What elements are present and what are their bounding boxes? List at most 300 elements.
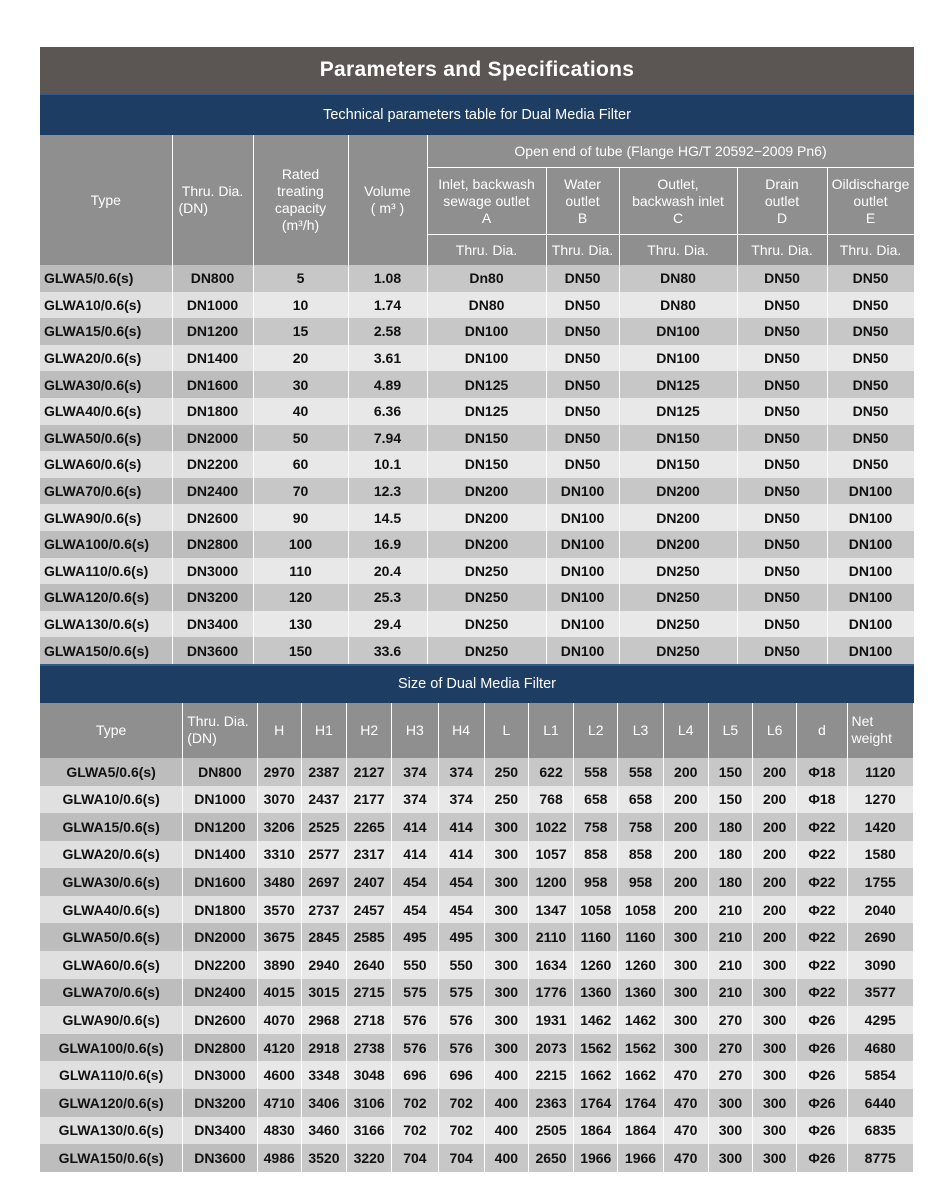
table-cell: 4295 — [847, 1006, 913, 1034]
table-cell: 1058 — [574, 896, 618, 924]
table-cell: DN50 — [737, 611, 827, 638]
table-cell: DN200 — [427, 531, 546, 558]
table-cell: DN50 — [546, 318, 619, 345]
table-cell: 300 — [753, 1061, 797, 1089]
table-cell: DN50 — [737, 637, 827, 664]
size-col-header: Thru. Dia. (DN) — [183, 703, 257, 758]
table-cell: 1931 — [528, 1006, 573, 1034]
table-row — [40, 1089, 914, 1117]
table-cell: 558 — [574, 758, 618, 786]
table-cell: 1562 — [574, 1034, 618, 1062]
table-cell: DN200 — [427, 504, 546, 531]
table-cell: DN125 — [427, 371, 546, 398]
table-cell: 1764 — [618, 1089, 663, 1117]
table-cell: DN100 — [827, 584, 914, 611]
size-table-body — [40, 758, 914, 1172]
table-cell: 702 — [392, 1117, 438, 1145]
table-cell: 110 — [253, 558, 348, 585]
table-cell: 90 — [253, 504, 348, 531]
table-cell: Φ26 — [797, 1006, 847, 1034]
table-cell: DN50 — [737, 318, 827, 345]
table-cell: 29.4 — [348, 611, 427, 638]
table-cell: Φ26 — [797, 1144, 847, 1172]
table-cell: 300 — [484, 979, 528, 1007]
col-rated-capacity: Rated treating capacity (m³/h) — [253, 135, 348, 265]
table-cell: 1864 — [574, 1117, 618, 1145]
table-cell: 4710 — [257, 1089, 301, 1117]
table-cell: 1200 — [528, 868, 573, 896]
cell-type: GLWA5/0.6(s) — [40, 265, 172, 292]
subheader-thru-dia-d: Thru. Dia. — [737, 235, 827, 266]
table-cell: 2265 — [347, 813, 392, 841]
table-cell: 70 — [253, 478, 348, 505]
table-cell: 180 — [708, 841, 752, 869]
table-cell: DN250 — [619, 611, 737, 638]
table-cell: 3106 — [347, 1089, 392, 1117]
table-cell: 2127 — [347, 758, 392, 786]
table-cell: 2845 — [301, 923, 346, 951]
table-cell: 400 — [484, 1144, 528, 1172]
col-type: Type — [40, 135, 172, 265]
table-cell: 1057 — [528, 841, 573, 869]
table-cell: 25.3 — [348, 584, 427, 611]
table-cell: 858 — [618, 841, 663, 869]
table-row — [40, 451, 914, 478]
table-cell: 300 — [484, 923, 528, 951]
cell-type: GLWA100/0.6(s) — [40, 1034, 183, 1062]
table-cell: 4.89 — [348, 371, 427, 398]
size-col-header: L3 — [618, 703, 663, 758]
size-col-header: d — [797, 703, 847, 758]
table-cell: 6440 — [847, 1089, 913, 1117]
table-cell: 454 — [438, 868, 484, 896]
table-cell: 10.1 — [348, 451, 427, 478]
table-cell: DN3600 — [183, 1144, 257, 1172]
table-cell: DN100 — [546, 637, 619, 664]
subheader-thru-dia-a: Thru. Dia. — [427, 235, 546, 266]
table-cell: 4015 — [257, 979, 301, 1007]
table-cell: DN2400 — [172, 478, 253, 505]
table-cell: 3406 — [301, 1089, 346, 1117]
table-cell: 704 — [438, 1144, 484, 1172]
table-cell: 180 — [708, 868, 752, 896]
table-cell: 2718 — [347, 1006, 392, 1034]
table-cell: DN1600 — [172, 371, 253, 398]
table-row — [40, 758, 914, 786]
table-cell: Φ22 — [797, 923, 847, 951]
table-row — [40, 425, 914, 452]
table-cell: 3480 — [257, 868, 301, 896]
table-cell: 454 — [438, 896, 484, 924]
table-cell: 1966 — [574, 1144, 618, 1172]
table-cell: DN250 — [427, 611, 546, 638]
cell-type: GLWA20/0.6(s) — [40, 345, 172, 372]
table-row — [40, 531, 914, 558]
table-cell: 4986 — [257, 1144, 301, 1172]
table-cell: 4070 — [257, 1006, 301, 1034]
table-cell: 2073 — [528, 1034, 573, 1062]
table-cell: DN150 — [427, 451, 546, 478]
table-cell: DN50 — [546, 425, 619, 452]
table-cell: DN100 — [546, 478, 619, 505]
table-row — [40, 979, 914, 1007]
table-cell: 1160 — [618, 923, 663, 951]
table-row — [40, 345, 914, 372]
cell-type: GLWA15/0.6(s) — [40, 813, 183, 841]
table-cell: 1764 — [574, 1089, 618, 1117]
table-cell: DN125 — [619, 371, 737, 398]
technical-table-title: Technical parameters table for Dual Media Filter — [40, 93, 914, 135]
table-cell: 2968 — [301, 1006, 346, 1034]
table-row — [40, 1144, 914, 1172]
table-row — [40, 896, 914, 924]
cell-type: GLWA110/0.6(s) — [40, 558, 172, 585]
table-cell: DN100 — [827, 504, 914, 531]
table-row — [40, 951, 914, 979]
table-cell: 300 — [484, 813, 528, 841]
table-cell: 374 — [438, 758, 484, 786]
table-cell: 10 — [253, 292, 348, 319]
table-cell: DN250 — [427, 558, 546, 585]
table-cell: Φ26 — [797, 1034, 847, 1062]
table-cell: 696 — [438, 1061, 484, 1089]
table-cell: DN50 — [737, 265, 827, 292]
table-cell: 1160 — [574, 923, 618, 951]
table-cell: Φ18 — [797, 758, 847, 786]
table-cell: 200 — [753, 841, 797, 869]
table-cell: DN250 — [427, 637, 546, 664]
table-cell: DN2400 — [183, 979, 257, 1007]
table-cell: 3460 — [301, 1117, 346, 1145]
col-port-a: Inlet, backwash sewage outlet A — [427, 168, 546, 235]
table-row — [40, 1006, 914, 1034]
subheader-thru-dia-b: Thru. Dia. — [546, 235, 619, 266]
technical-table-body — [40, 265, 914, 664]
table-cell: DN50 — [546, 292, 619, 319]
table-cell: 200 — [663, 786, 708, 814]
table-cell: 1662 — [618, 1061, 663, 1089]
table-cell: 200 — [663, 896, 708, 924]
cell-type: GLWA130/0.6(s) — [40, 1117, 183, 1145]
table-cell: 2640 — [347, 951, 392, 979]
table-cell: 758 — [618, 813, 663, 841]
table-cell: Φ18 — [797, 786, 847, 814]
table-cell: DN80 — [619, 292, 737, 319]
table-cell: 470 — [663, 1144, 708, 1172]
table-cell: 575 — [392, 979, 438, 1007]
table-cell: DN50 — [737, 398, 827, 425]
table-cell: DN150 — [427, 425, 546, 452]
cell-type: GLWA60/0.6(s) — [40, 951, 183, 979]
col-port-e: Oildischarge outlet E — [827, 168, 914, 235]
table-cell: 3577 — [847, 979, 913, 1007]
table-cell: DN1800 — [172, 398, 253, 425]
table-cell: 150 — [708, 758, 752, 786]
table-cell: 200 — [663, 868, 708, 896]
table-cell: 2650 — [528, 1144, 573, 1172]
table-cell: 300 — [663, 1006, 708, 1034]
table-cell: 1420 — [847, 813, 913, 841]
table-cell: 400 — [484, 1117, 528, 1145]
table-cell: 1634 — [528, 951, 573, 979]
table-cell: DN50 — [546, 345, 619, 372]
table-cell: 8775 — [847, 1144, 913, 1172]
table-cell: DN250 — [619, 558, 737, 585]
table-cell: DN100 — [546, 584, 619, 611]
table-cell: 5854 — [847, 1061, 913, 1089]
table-cell: 130 — [253, 611, 348, 638]
table-cell: 768 — [528, 786, 573, 814]
cell-type: GLWA5/0.6(s) — [40, 758, 183, 786]
table-cell: 1864 — [618, 1117, 663, 1145]
table-cell: DN1200 — [172, 318, 253, 345]
subheader-thru-dia-e: Thru. Dia. — [827, 235, 914, 266]
table-cell: 1580 — [847, 841, 913, 869]
table-cell: DN1200 — [183, 813, 257, 841]
technical-parameters-table — [40, 135, 915, 664]
table-row — [40, 265, 914, 292]
table-row — [40, 923, 914, 951]
size-col-header: L5 — [708, 703, 752, 758]
table-cell: 5 — [253, 265, 348, 292]
table-cell: 2505 — [528, 1117, 573, 1145]
table-cell: Φ22 — [797, 841, 847, 869]
size-col-header: H2 — [347, 703, 392, 758]
table-cell: 33.6 — [348, 637, 427, 664]
table-cell: 575 — [438, 979, 484, 1007]
table-cell: DN200 — [427, 478, 546, 505]
table-cell: DN125 — [427, 398, 546, 425]
table-cell: 2697 — [301, 868, 346, 896]
table-cell: DN50 — [827, 398, 914, 425]
table-cell: 16.9 — [348, 531, 427, 558]
size-col-header: H3 — [392, 703, 438, 758]
table-cell: 12.3 — [348, 478, 427, 505]
table-cell: 300 — [708, 1144, 752, 1172]
table-cell: 400 — [484, 1061, 528, 1089]
table-cell: 470 — [663, 1089, 708, 1117]
table-row — [40, 1034, 914, 1062]
col-volume: Volume ( m³ ) — [348, 135, 427, 265]
table-cell: 758 — [574, 813, 618, 841]
table-row — [40, 813, 914, 841]
table-cell: 200 — [753, 786, 797, 814]
table-cell: DN50 — [737, 504, 827, 531]
table-cell: 470 — [663, 1117, 708, 1145]
size-col-header: L2 — [574, 703, 618, 758]
table-cell: 550 — [392, 951, 438, 979]
table-cell: 1755 — [847, 868, 913, 896]
table-cell: 300 — [663, 979, 708, 1007]
table-cell: 6.36 — [348, 398, 427, 425]
table-cell: 1462 — [574, 1006, 618, 1034]
open-end-group-header: Open end of tube (Flange HG/T 20592−2009 Pn6) — [427, 135, 914, 168]
table-row — [40, 1117, 914, 1145]
table-cell: 3570 — [257, 896, 301, 924]
table-cell: DN100 — [619, 345, 737, 372]
table-row — [40, 371, 914, 398]
table-cell: 210 — [708, 896, 752, 924]
table-cell: DN250 — [619, 584, 737, 611]
table-cell: 2738 — [347, 1034, 392, 1062]
table-cell: 958 — [618, 868, 663, 896]
table-cell: 495 — [438, 923, 484, 951]
table-cell: DN80 — [619, 265, 737, 292]
table-cell: 3166 — [347, 1117, 392, 1145]
table-cell: 1120 — [847, 758, 913, 786]
table-cell: 658 — [618, 786, 663, 814]
table-cell: Φ22 — [797, 951, 847, 979]
table-cell: 2110 — [528, 923, 573, 951]
table-cell: 300 — [753, 1006, 797, 1034]
table-cell: 414 — [438, 841, 484, 869]
table-cell: 374 — [392, 758, 438, 786]
cell-type: GLWA60/0.6(s) — [40, 451, 172, 478]
table-cell: Φ26 — [797, 1061, 847, 1089]
table-cell: 300 — [484, 896, 528, 924]
cell-type: GLWA90/0.6(s) — [40, 1006, 183, 1034]
table-cell: DN50 — [546, 371, 619, 398]
table-row — [40, 504, 914, 531]
table-cell: 1.08 — [348, 265, 427, 292]
table-cell: DN3200 — [172, 584, 253, 611]
table-cell: 576 — [392, 1034, 438, 1062]
table-cell: 454 — [392, 896, 438, 924]
cell-type: GLWA10/0.6(s) — [40, 786, 183, 814]
table-cell: DN200 — [619, 531, 737, 558]
table-cell: Φ26 — [797, 1117, 847, 1145]
cell-type: GLWA100/0.6(s) — [40, 531, 172, 558]
table-cell: 6835 — [847, 1117, 913, 1145]
table-cell: DN2000 — [172, 425, 253, 452]
table-cell: DN1800 — [183, 896, 257, 924]
cell-type: GLWA40/0.6(s) — [40, 398, 172, 425]
table-cell: 1360 — [618, 979, 663, 1007]
table-cell: 250 — [484, 758, 528, 786]
table-cell: 495 — [392, 923, 438, 951]
table-cell: 300 — [753, 1144, 797, 1172]
table-cell: 1562 — [618, 1034, 663, 1062]
table-cell: DN800 — [172, 265, 253, 292]
cell-type: GLWA20/0.6(s) — [40, 841, 183, 869]
table-cell: DN2600 — [172, 504, 253, 531]
cell-type: GLWA110/0.6(s) — [40, 1061, 183, 1089]
table-cell: 2737 — [301, 896, 346, 924]
table-cell: 20 — [253, 345, 348, 372]
table-cell: DN50 — [737, 531, 827, 558]
table-cell: DN100 — [827, 637, 914, 664]
table-cell: 210 — [708, 923, 752, 951]
size-col-header: L6 — [753, 703, 797, 758]
table-cell: 2690 — [847, 923, 913, 951]
table-cell: DN1400 — [183, 841, 257, 869]
table-cell: 2215 — [528, 1061, 573, 1089]
table-cell: DN1400 — [172, 345, 253, 372]
table-cell: 300 — [753, 1089, 797, 1117]
table-cell: 2387 — [301, 758, 346, 786]
table-cell: DN200 — [619, 478, 737, 505]
table-cell: 210 — [708, 979, 752, 1007]
table-cell: 15 — [253, 318, 348, 345]
table-cell: DN100 — [546, 531, 619, 558]
table-cell: DN50 — [737, 425, 827, 452]
table-cell: 2970 — [257, 758, 301, 786]
table-cell: DN100 — [827, 558, 914, 585]
table-cell: 1360 — [574, 979, 618, 1007]
table-cell: 1260 — [618, 951, 663, 979]
table-cell: DN2200 — [172, 451, 253, 478]
table-cell: 300 — [708, 1117, 752, 1145]
table-cell: 2040 — [847, 896, 913, 924]
table-cell: DN50 — [827, 425, 914, 452]
table-cell: 2317 — [347, 841, 392, 869]
col-port-c: Outlet, backwash inlet C — [619, 168, 737, 235]
table-cell: DN125 — [619, 398, 737, 425]
cell-type: GLWA50/0.6(s) — [40, 425, 172, 452]
table-cell: DN50 — [737, 558, 827, 585]
table-cell: 3520 — [301, 1144, 346, 1172]
cell-type: GLWA120/0.6(s) — [40, 1089, 183, 1117]
table-cell: DN50 — [737, 345, 827, 372]
table-cell: Φ22 — [797, 813, 847, 841]
size-table — [40, 703, 914, 1172]
table-cell: 200 — [753, 868, 797, 896]
subheader-thru-dia-c: Thru. Dia. — [619, 235, 737, 266]
table-cell: 1270 — [847, 786, 913, 814]
table-cell: 2437 — [301, 786, 346, 814]
table-cell: 300 — [663, 951, 708, 979]
table-cell: DN100 — [427, 345, 546, 372]
table-cell: 2585 — [347, 923, 392, 951]
table-cell: DN1000 — [183, 786, 257, 814]
cell-type: GLWA40/0.6(s) — [40, 896, 183, 924]
table-cell: 3890 — [257, 951, 301, 979]
table-cell: 4120 — [257, 1034, 301, 1062]
table-cell: 250 — [484, 786, 528, 814]
table-cell: Dn80 — [427, 265, 546, 292]
table-cell: DN200 — [619, 504, 737, 531]
table-cell: DN100 — [546, 558, 619, 585]
table-cell: 4600 — [257, 1061, 301, 1089]
cell-type: GLWA130/0.6(s) — [40, 611, 172, 638]
table-cell: Φ26 — [797, 1089, 847, 1117]
table-cell: 3220 — [347, 1144, 392, 1172]
table-cell: DN50 — [737, 478, 827, 505]
table-cell: 200 — [663, 758, 708, 786]
table-cell: 1.74 — [348, 292, 427, 319]
table-cell: 374 — [438, 786, 484, 814]
table-cell: DN1000 — [172, 292, 253, 319]
table-cell: 2918 — [301, 1034, 346, 1062]
table-cell: 3015 — [301, 979, 346, 1007]
table-cell: 270 — [708, 1061, 752, 1089]
table-cell: DN3000 — [172, 558, 253, 585]
table-cell: DN50 — [827, 318, 914, 345]
size-col-header: L1 — [528, 703, 573, 758]
table-cell: 300 — [753, 951, 797, 979]
table-cell: 658 — [574, 786, 618, 814]
table-cell: 576 — [438, 1006, 484, 1034]
table-cell: 1966 — [618, 1144, 663, 1172]
table-cell: 20.4 — [348, 558, 427, 585]
table-cell: DN100 — [827, 531, 914, 558]
table-cell: 622 — [528, 758, 573, 786]
table-row — [40, 868, 914, 896]
table-row — [40, 292, 914, 319]
table-cell: 200 — [663, 813, 708, 841]
table-row — [40, 318, 914, 345]
table-cell: 1058 — [618, 896, 663, 924]
